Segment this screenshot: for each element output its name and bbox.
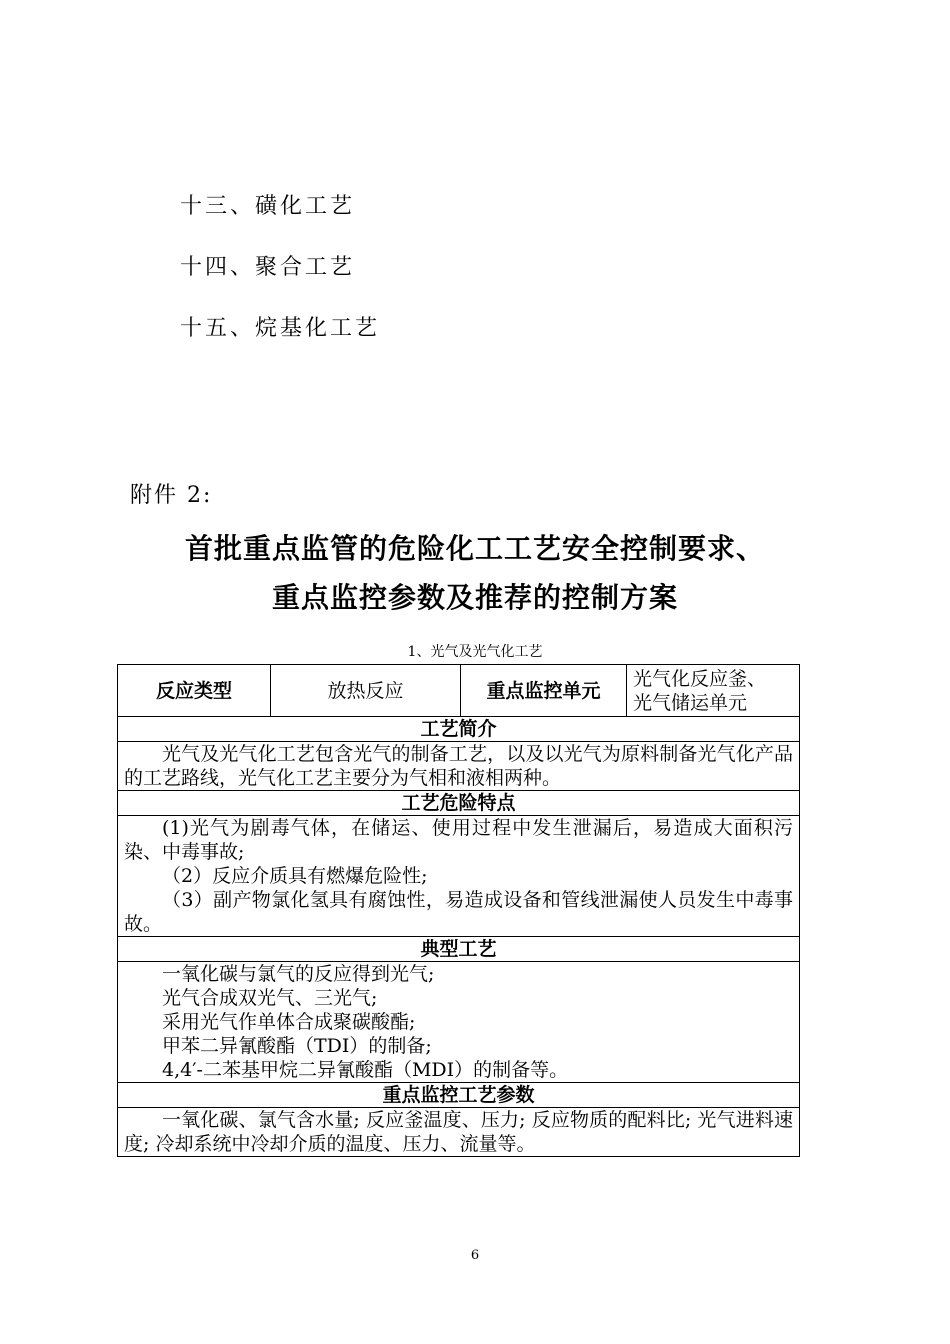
attachment-label: 附件 2: xyxy=(130,483,213,508)
table-row xyxy=(118,962,800,1083)
table-row xyxy=(118,717,800,742)
intro-header: 工艺简介 xyxy=(118,717,800,742)
hazard-item-1: (1)光气为剧毒气体，在储运、使用过程中发生泄漏后，易造成大面积污染、中毒事故; xyxy=(124,817,793,863)
document-title-line2: 重点监控参数及推荐的控制方案 xyxy=(271,581,678,614)
list-item-14: 十四、聚合工艺 xyxy=(180,255,356,280)
typical-item-1: 一氧化碳与氯气的反应得到光气; xyxy=(162,963,435,985)
table-row xyxy=(118,1108,800,1157)
list-item-15: 十五、烷基化工艺 xyxy=(180,316,381,341)
monitor-unit-value xyxy=(627,665,800,717)
table-row xyxy=(118,1083,800,1108)
hazard-item-2: （2）反应介质具有燃爆危险性; xyxy=(162,865,428,887)
monitor-unit-label: 重点监控单元 xyxy=(461,665,627,717)
hazard-cell xyxy=(118,816,800,937)
page-number: 6 xyxy=(470,1248,480,1263)
reaction-type-value: 放热反应 xyxy=(271,665,461,717)
document-title-line1: 首批重点监管的危险化工工艺安全控制要求、 xyxy=(184,532,765,565)
params-text: 一氧化碳、氯气含水量; 反应釜温度、压力; 反应物质的配料比; 光气进料速度; 冷却系统中冷却介质的温度、压力、流量等。 xyxy=(124,1109,793,1155)
intro-text: 光气及光气化工艺包含光气的制备工艺，以及以光气为原料制备光气化产品的工艺路线，光气化工艺主要分为气相和液相两种。 xyxy=(124,743,793,789)
table-row xyxy=(118,742,800,791)
table-row xyxy=(118,665,800,717)
typical-item-3: 采用光气作单体合成聚碳酸酯; xyxy=(162,1011,416,1033)
typical-header: 典型工艺 xyxy=(118,937,800,962)
hazard-item-3: （3）副产物氯化氢具有腐蚀性，易造成设备和管线泄漏使人员发生中毒事故。 xyxy=(124,889,793,935)
params-cell xyxy=(118,1108,800,1157)
table-row xyxy=(118,791,800,816)
reaction-type-label: 反应类型 xyxy=(118,665,271,717)
monitor-unit-value-line2: 光气储运单元 xyxy=(633,691,748,714)
intro-cell xyxy=(118,742,800,791)
params-header: 重点监控工艺参数 xyxy=(118,1083,800,1108)
typical-item-5: 4,4′-二苯基甲烷二异氰酸酯（MDI）的制备等。 xyxy=(162,1059,569,1081)
monitor-unit-value-line1: 光气化反应釜、 xyxy=(633,667,767,690)
hazard-header: 工艺危险特点 xyxy=(118,791,800,816)
typical-item-2: 光气合成双光气、三光气; xyxy=(162,987,378,1009)
list-item-13: 十三、磺化工艺 xyxy=(180,194,356,219)
table-row xyxy=(118,816,800,937)
process-table xyxy=(117,664,800,1157)
typical-item-4: 甲苯二异氰酸酯（TDI）的制备; xyxy=(162,1035,432,1057)
typical-cell xyxy=(118,962,800,1083)
table-caption: 1、光气及光气化工艺 xyxy=(407,644,543,660)
table-row xyxy=(118,937,800,962)
